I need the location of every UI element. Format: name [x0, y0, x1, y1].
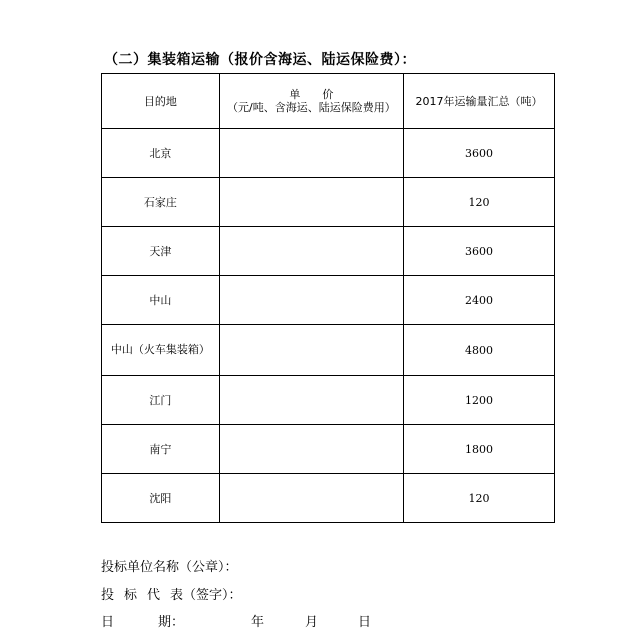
header-unit-price-sub: （元/吨、含海运、陆运保险费用）: [227, 101, 396, 114]
cell-volume: 2400: [403, 276, 554, 325]
section-heading: （二）集装箱运输（报价含海运、陆运保险费）：: [104, 52, 416, 68]
cell-destination: 北京: [102, 129, 220, 178]
date-label-month: 月: [305, 615, 319, 630]
table-row: [102, 325, 555, 376]
table-row: [102, 276, 555, 325]
cell-destination: 南宁: [102, 425, 220, 474]
table-header-row: [102, 74, 555, 129]
cell-volume: 120: [403, 178, 554, 227]
cell-destination: 沈阳: [102, 474, 220, 523]
rep-char-1: 投: [101, 588, 115, 603]
cell-price[interactable]: [219, 178, 403, 227]
date-label-period: 期：: [158, 615, 185, 630]
header-unit-price: [219, 74, 403, 129]
table-row: [102, 474, 555, 523]
table-row: [102, 227, 555, 276]
cell-destination: 石家庄: [102, 178, 220, 227]
rep-char-2: 标: [124, 588, 138, 603]
rep-char-4: 表（签字）：: [170, 588, 242, 603]
table-row: [102, 129, 555, 178]
table-row: [102, 425, 555, 474]
cell-destination-text: 中山（火车集装箱）: [110, 343, 210, 356]
header-unit-price-title: 单 价: [289, 88, 334, 101]
cell-price[interactable]: [219, 227, 403, 276]
cell-destination: 江门: [102, 376, 220, 425]
cell-volume: 3600: [403, 129, 554, 178]
representative-line: [101, 584, 242, 603]
cell-destination: 天津: [102, 227, 220, 276]
date-label-day: 日: [101, 615, 115, 630]
date-label-year: 年: [251, 615, 265, 630]
rate-table: [101, 73, 555, 523]
cell-volume: 1800: [403, 425, 554, 474]
bidder-label: 投标单位名称（公章）：: [101, 560, 238, 575]
header-volume: 2017年运输量汇总（吨）: [403, 74, 554, 129]
cell-price[interactable]: [219, 276, 403, 325]
cell-volume: 120: [403, 474, 554, 523]
cell-destination: [102, 325, 220, 376]
cell-price[interactable]: [219, 474, 403, 523]
cell-volume: 4800: [403, 325, 554, 376]
cell-volume: 3600: [403, 227, 554, 276]
cell-destination: 中山: [102, 276, 220, 325]
cell-price[interactable]: [219, 129, 403, 178]
cell-price[interactable]: [219, 325, 403, 376]
cell-price[interactable]: [219, 425, 403, 474]
date-line: [101, 611, 371, 630]
bidder-line: [101, 556, 238, 575]
table-row: [102, 178, 555, 227]
cell-price[interactable]: [219, 376, 403, 425]
cell-volume: 1200: [403, 376, 554, 425]
rep-char-3: 代: [147, 588, 161, 603]
header-destination: 目的地: [102, 74, 220, 129]
table-row: [102, 376, 555, 425]
date-label-date: 日: [358, 615, 372, 630]
